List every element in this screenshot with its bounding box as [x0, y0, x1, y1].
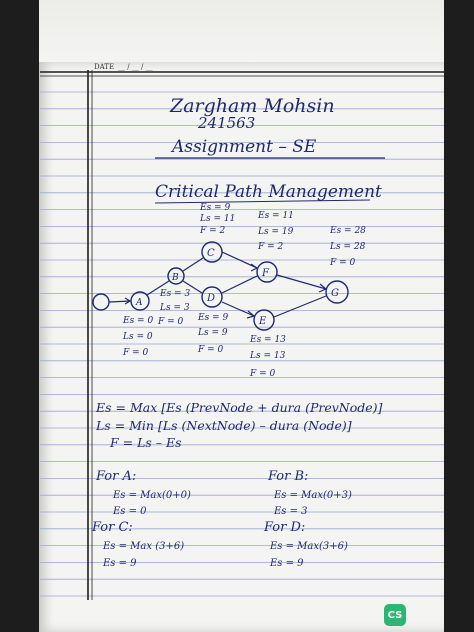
assignment-title: Assignment – SE	[172, 137, 317, 157]
student-name: Zargham Mohsin	[170, 95, 335, 117]
svg-text:Es = 3: Es = 3	[274, 506, 308, 517]
svg-text:Es = 0: Es = 0	[123, 316, 154, 326]
date-label: DATE	[94, 63, 115, 71]
svg-text:Ls = 0: Ls = 0	[123, 332, 153, 342]
annotation-c	[199, 203, 235, 236]
diagram-title: Critical Path Management	[155, 182, 382, 202]
annotation-d	[197, 313, 228, 355]
svg-text:G: G	[331, 288, 339, 299]
svg-text:Es = 11: Es = 11	[258, 211, 294, 221]
svg-text:Ls = 13: Ls = 13	[250, 351, 286, 361]
node-start	[93, 294, 109, 310]
formula-float: F = Ls – Es	[110, 435, 182, 450]
svg-text:F = 0: F = 0	[250, 369, 276, 379]
svg-text:E: E	[259, 316, 267, 327]
svg-text:Es = Max(0+0): Es = Max(0+0)	[113, 490, 191, 501]
node-g	[326, 281, 348, 303]
annotation-f	[257, 211, 294, 252]
date-value: __ / __ / __	[118, 63, 153, 71]
svg-text:F: F	[262, 268, 269, 279]
calc-d	[263, 520, 348, 569]
svg-text:Es = Max(3+6): Es = Max(3+6)	[270, 541, 348, 552]
svg-text:Ls = 3: Ls = 3	[160, 303, 190, 313]
node-f	[257, 262, 277, 282]
svg-text:F = 0: F = 0	[123, 348, 149, 358]
svg-text:Ls = 11: Ls = 11	[200, 214, 236, 224]
svg-text:Es = Max(0+3): Es = Max(0+3)	[274, 490, 352, 501]
calc-b	[267, 469, 352, 517]
svg-text:B: B	[172, 273, 179, 283]
svg-text:Es = 9: Es = 9	[103, 558, 137, 569]
node-c	[202, 242, 222, 262]
student-id: 241563	[198, 114, 256, 132]
svg-text:F = 0: F = 0	[198, 345, 224, 355]
svg-text:F = 2: F = 2	[258, 242, 284, 252]
formula-es: Es = Max [Es (PrevNode + dura (PrevNode)]	[96, 400, 383, 415]
svg-text:D: D	[207, 293, 216, 304]
svg-text:F = 0: F = 0	[158, 317, 184, 327]
annotation-a	[122, 316, 153, 358]
svg-text:Ls = 19: Ls = 19	[258, 227, 294, 237]
annotation-g	[329, 226, 366, 268]
formula-ls: Ls = Min [Ls (NextNode) – dura (Node)]	[96, 418, 352, 433]
calc-a	[95, 469, 191, 517]
svg-text:For C:: For C:	[92, 520, 133, 535]
svg-text:Es = Max (3+6): Es = Max (3+6)	[103, 541, 185, 552]
node-a	[131, 292, 149, 310]
node-b	[168, 268, 184, 284]
svg-text:Es = 13: Es = 13	[250, 335, 286, 345]
svg-text:Es = 28: Es = 28	[330, 226, 366, 236]
annotation-b	[157, 289, 190, 327]
svg-text:Es = 3: Es = 3	[160, 289, 191, 299]
svg-text:Es = 0: Es = 0	[113, 506, 147, 517]
svg-text:Es = 9: Es = 9	[270, 558, 304, 569]
node-d	[202, 287, 222, 307]
svg-text:Ls = 9: Ls = 9	[198, 328, 228, 338]
svg-text:For A:: For A:	[96, 469, 137, 484]
svg-text:Ls = 28: Ls = 28	[330, 242, 366, 252]
svg-text:For D:: For D:	[264, 520, 306, 535]
calc-c	[91, 520, 184, 569]
diagram-edges	[109, 252, 326, 318]
svg-text:A: A	[136, 298, 143, 308]
svg-text:F = 0: F = 0	[330, 258, 356, 268]
annotation-e	[249, 335, 286, 379]
camscanner-badge: CS	[384, 604, 406, 626]
svg-text:For B:: For B:	[268, 469, 309, 484]
svg-text:F = 2: F = 2	[200, 226, 226, 236]
svg-text:Es = 9: Es = 9	[200, 203, 231, 213]
svg-text:C: C	[207, 248, 215, 259]
svg-text:Es = 9: Es = 9	[198, 313, 229, 323]
